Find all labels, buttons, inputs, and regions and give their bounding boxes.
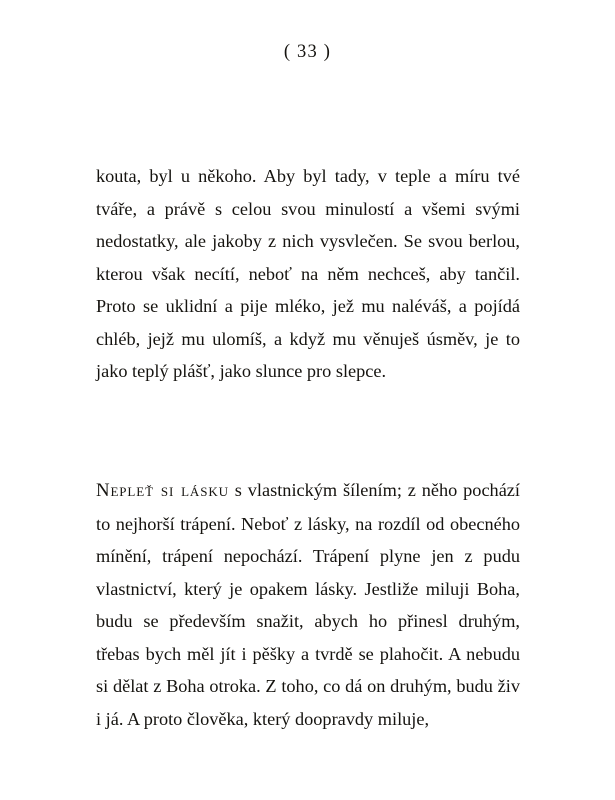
body-paragraph — [96, 160, 520, 388]
body-paragraph — [96, 474, 520, 735]
page-number: ( 33 ) — [283, 42, 332, 62]
paragraph-text: kouta, byl u někoho. Aby byl tady, v teple a míru tvé tváře, a právě s celou svou minulostí a všemi svými nedostatky, ale jakoby z nich vysvlečen. Se svou berlou, kterou však necítí, neboť na něm nechceš, aby tančil. Proto se uklidní a pije mléko, jež mu naléváš, a pojídá chléb, jejž mu ulomíš, a když mu věnuješ úsměv, je to jako teplý plášť, jako slunce pro slepce. — [96, 166, 520, 381]
small-caps-lead-in: Nepleť si lásku — [96, 480, 229, 501]
paragraph-text: s vlastnickým šílením; z něho pochází to nejhorší trápení. Neboť z lásky, na rozdíl od obecného mínění, trápení nepochází. Trápení plyne jen z pudu vlastnictví, který je opakem lásky. Jestliže miluji Boha, budu se především snažit, abych ho přinesl druhým, třebas bych měl jít i pěšky a tvrdě se plahočit. A nebudu si dělat z Boha otroka. Z toho, co dá on druhým, budu živ i já. A proto člověka, který doopravdy miluje, — [96, 480, 521, 729]
